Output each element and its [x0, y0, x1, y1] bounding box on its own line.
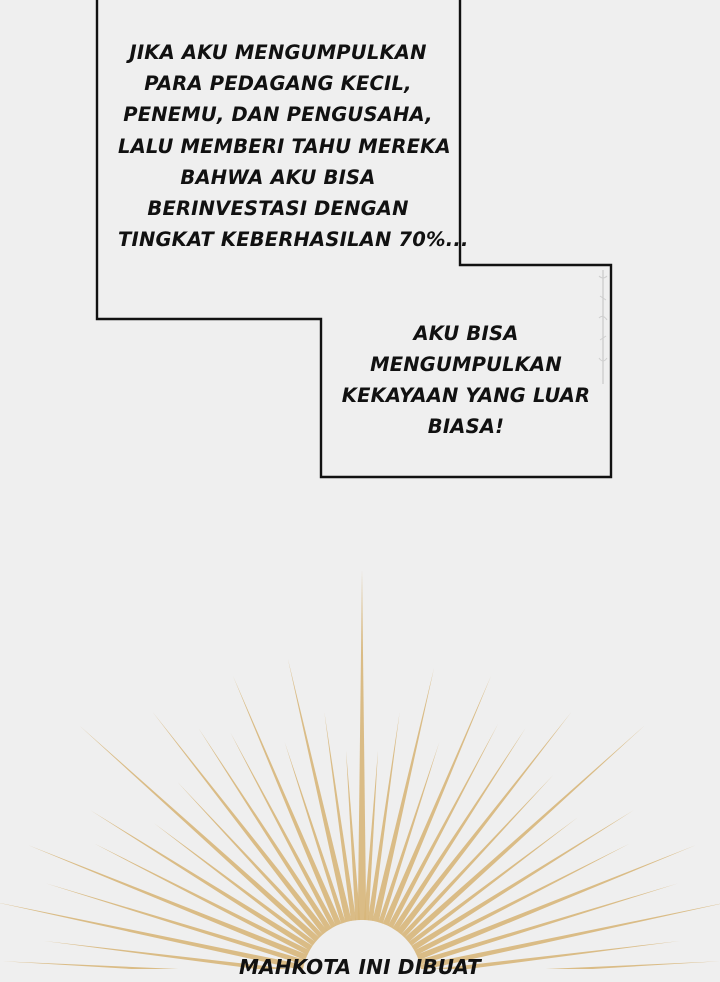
caption-bottom-partial — [200, 952, 520, 982]
caption-1-line: LALU MEMBERI TAHU MEREKA — [118, 134, 451, 158]
caption-1-line: BERINVESTASI DENGAN — [147, 197, 409, 221]
sun-ray — [383, 676, 491, 926]
caption-text-1 — [118, 37, 469, 255]
sun-ray — [233, 676, 341, 926]
caption-text-2 — [336, 318, 596, 442]
caption-1-line: TINGKAT KEBERHASILAN 70%... — [118, 228, 469, 252]
caption-2-line: KEKAYAAN YANG LUAR — [341, 384, 591, 407]
caption-1-line: JIKA AKU MENGUMPULKAN — [129, 41, 427, 64]
sun-ray — [358, 570, 366, 920]
sun-ray — [417, 845, 696, 960]
sun-ray — [397, 712, 572, 935]
sun-ray — [28, 845, 307, 960]
sun-ray — [153, 712, 328, 935]
caption-bottom-line: MAHKOTA INI DIBUAT — [239, 955, 481, 979]
caption-1-line: BAHWA AKU BISA — [180, 165, 376, 189]
sun-ray — [95, 844, 310, 955]
caption-2-line: AKU BISA — [413, 322, 519, 345]
caption-1-line: PENEMU, DAN PENGUSAHA, — [123, 103, 433, 127]
caption-1-line: PARA PEDAGANG KECIL, — [144, 72, 412, 96]
watermark-mark — [596, 266, 610, 386]
sunburst-rays — [0, 560, 720, 969]
caption-2-line: MENGUMPULKAN — [370, 353, 562, 376]
caption-2-line: BIASA! — [427, 415, 505, 438]
